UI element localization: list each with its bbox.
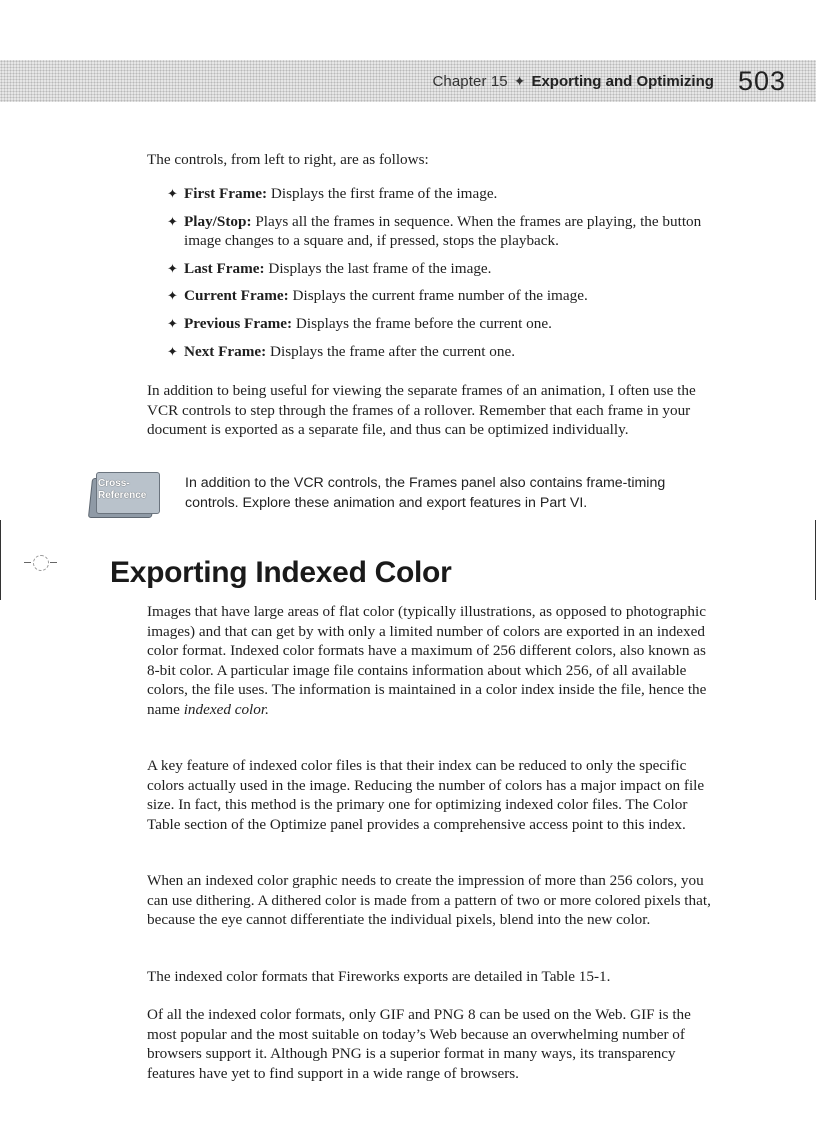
registration-mark-icon bbox=[33, 555, 49, 571]
registration-mark-tick bbox=[50, 562, 57, 563]
list-item bbox=[167, 259, 712, 279]
list-item-text: Displays the current frame number of the image. bbox=[288, 287, 588, 305]
list-item bbox=[167, 212, 712, 251]
list-item-text: Displays the last frame of the image. bbox=[264, 259, 492, 277]
page-number: 503 bbox=[737, 65, 786, 96]
list-item-text: Plays all the frames in sequence. When the frames are playing, the button image changes to a square and, if pressed, stops the playback. bbox=[184, 212, 702, 250]
indexed-paragraph-1: Images that have large areas of flat color (typically illustrations, as opposed to photographic images) and that can get by with only a limited number of colors are exported in an indexed color format. Indexed color formats have a maximum of 256 different colors, also known as 8-bit color. A particular image file contains information about which 256, of all available colors, the file uses. The information is maintained in a color index inside the file, hence the name indexed color. bbox=[147, 603, 707, 718]
diamond-bullet-icon: ✦ bbox=[167, 315, 178, 331]
section-heading: Exporting Indexed Color bbox=[110, 556, 452, 589]
diamond-bullet-icon: ✦ bbox=[167, 343, 178, 359]
cross-reference-note: In addition to the VCR controls, the Frames panel also contains frame-timing controls. Explore these animation and export features in Part VI. bbox=[185, 475, 666, 511]
indexed-paragraph-5: Of all the indexed color formats, only GIF and PNG 8 can be used on the Web. GIF is the most popular and the most suitable on today’s Web because an overwhelming number of browsers support it. Although PNG is a superior format in many ways, its transparency features have yet to find support in a wide range of browsers. bbox=[147, 1006, 691, 1082]
diamond-bullet-icon: ✦ bbox=[167, 288, 178, 304]
diamond-bullet-icon: ✦ bbox=[167, 260, 178, 276]
list-item-text: Displays the frame after the current one. bbox=[266, 342, 516, 360]
cross-reference-label-1: Cross- bbox=[98, 478, 130, 489]
list-item bbox=[167, 342, 712, 362]
vcr-paragraph: In addition to being useful for viewing the separate frames of an animation, I often use the VCR controls to step through the frames of a rollover. Remember that each frame in your document is exported as a separate file, and thus can be optimized individually. bbox=[147, 382, 696, 439]
separator-icon: ✦ bbox=[513, 72, 526, 89]
list-item bbox=[167, 286, 712, 306]
diamond-bullet-icon: ✦ bbox=[167, 213, 178, 229]
list-item bbox=[167, 314, 712, 334]
diamond-bullet-icon: ✦ bbox=[167, 186, 178, 201]
chapter-label: Chapter 15 bbox=[432, 72, 508, 90]
intro-paragraph: The controls, from left to right, are as follows: bbox=[147, 151, 429, 168]
list-item-text: Displays the first frame of the image. bbox=[267, 185, 498, 202]
running-header bbox=[432, 60, 786, 102]
cross-reference-icon bbox=[90, 470, 160, 520]
list-item-term: Play/Stop: bbox=[184, 212, 252, 230]
list-item-text: Displays the frame before the current one. bbox=[292, 314, 552, 332]
list-item bbox=[167, 184, 712, 204]
list-item-term: Current Frame: bbox=[184, 287, 289, 305]
list-item-term: Next Frame: bbox=[184, 342, 267, 360]
controls-list bbox=[167, 184, 712, 369]
crop-mark-left bbox=[0, 520, 1, 600]
indexed-paragraph-3: When an indexed color graphic needs to create the impression of more than 256 colors, you can use dithering. A dithered color is made from a pattern of two or more colored pixels that, because the eye cannot differentiate the individual pixels, blend into the new color. bbox=[147, 872, 711, 929]
chapter-title: Exporting and Optimizing bbox=[531, 72, 714, 90]
list-item-term: Last Frame: bbox=[184, 259, 265, 277]
list-item-term: First Frame: bbox=[184, 185, 268, 202]
registration-mark-tick bbox=[24, 562, 31, 563]
cross-reference-label-2: Reference bbox=[98, 490, 147, 501]
indexed-paragraph-2: A key feature of indexed color files is that their index can be reduced to only the specific colors actually used in the image. Reducing the number of colors has a major impact on file size. In fact, this method is the primary one for optimizing indexed color files. The Color Table section of the Optimize panel provides a comprehensive access point to this index. bbox=[147, 757, 705, 833]
indexed-paragraph-4: The indexed color formats that Fireworks exports are detailed in Table 15-1. bbox=[147, 968, 611, 985]
list-item-term: Previous Frame: bbox=[184, 314, 293, 332]
